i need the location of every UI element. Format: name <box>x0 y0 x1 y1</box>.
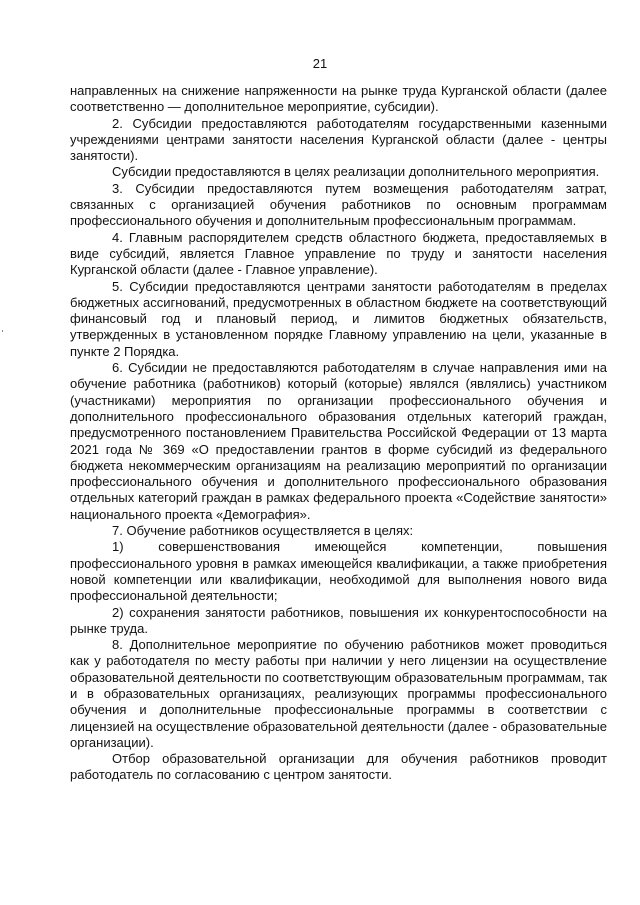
paragraph-7-training-goals: 7. Обучение работников осуществляется в целях: <box>112 523 414 539</box>
page-number: 21 <box>312 56 328 71</box>
paragraph-8-training-venue: 8. Дополнительное мероприятие по обучению работников может проводиться как у работодателя по месту работы при наличии у него лицензии на осуществление образовательной деятельности по соответствующим образовательным программам, так и в образовательных организациях, реализующих программы профессионального обучения и дополнительные профессиональные программы в соответствии с лицензией на осуществление образовательной деятельности (далее - образовательные организации). <box>70 637 607 750</box>
paragraph-2-purpose: Субсидии предоставляются в целях реализации дополнительного мероприятия. <box>112 164 600 180</box>
margin-mark <box>2 330 3 332</box>
paragraph-3-reimbursement: 3. Субсидии предоставляются путем возмещения работодателям затрат, связанных с организацией обучения работников по основным программам профессионального обучения и дополнительным профессиональным программам. <box>70 180 607 229</box>
paragraph-7-item-1: 1) совершенствования имеющейся компетенции, повышения профессионального уровня в рамках имеющейся квалификации, а также приобретения новой компетенции или квалификации, необходимой для выполнения нового вида профессиональной деятельности; <box>70 539 607 604</box>
paragraph-5-budget-limits: 5. Субсидии предоставляются центрами занятости работодателям в пределах бюджетных ассигнований, предусмотренных в областном бюджете на соответствующий финансовый год и плановый период, и лимитов бюджетных обязательств, утвержденных в установленном порядке Главному управлению на цели, указанные в пункте 2 Порядка. <box>70 278 607 359</box>
paragraph-4-main-administrator: 4. Главным распорядителем средств областного бюджета, предоставляемых в виде субсидий, является Главное управление по труду и занятости населения Курганской области (далее - Главное управление). <box>70 229 607 278</box>
paragraph-6-exclusions: 6. Субсидии не предоставляются работодателям в случае направления ими на обучение работника (работников) который (которые) являлся (являлись) участником (участниками) мероприятия по организации профессионального обучения и дополнительного профессионального образования отдельных категорий граждан, предусмотренного постановлением Правительства Российской Федерации от 13 марта 2021 года № 369 «О предоставлении грантов в форме субсидий из федерального бюджета некоммерческим организациям на реализацию мероприятий по организации профессионального обучения и дополнительного профессионального образования отдельных категорий граждан в рамках федерального проекта «Содействие занятости» национального проекта «Демография». <box>70 360 607 522</box>
document-body <box>70 83 607 784</box>
paragraph-2-recipients: 2. Субсидии предоставляются работодателям государственными казенными учреждениями центрами занятости населения Курганской области (далее - центры занятости). <box>70 115 607 164</box>
paragraph-intro-continuation: направленных на снижение напряженности на рынке труда Курганской области (далее соответственно — дополнительное мероприятие, субсидии). <box>70 83 607 115</box>
paragraph-7-item-2: 2) сохранения занятости работников, повышения их конкурентоспособности на рынке труда. <box>70 604 607 636</box>
paragraph-8-selection: Отбор образовательной организации для обучения работников проводит работодатель по согласованию с центром занятости. <box>70 751 607 783</box>
